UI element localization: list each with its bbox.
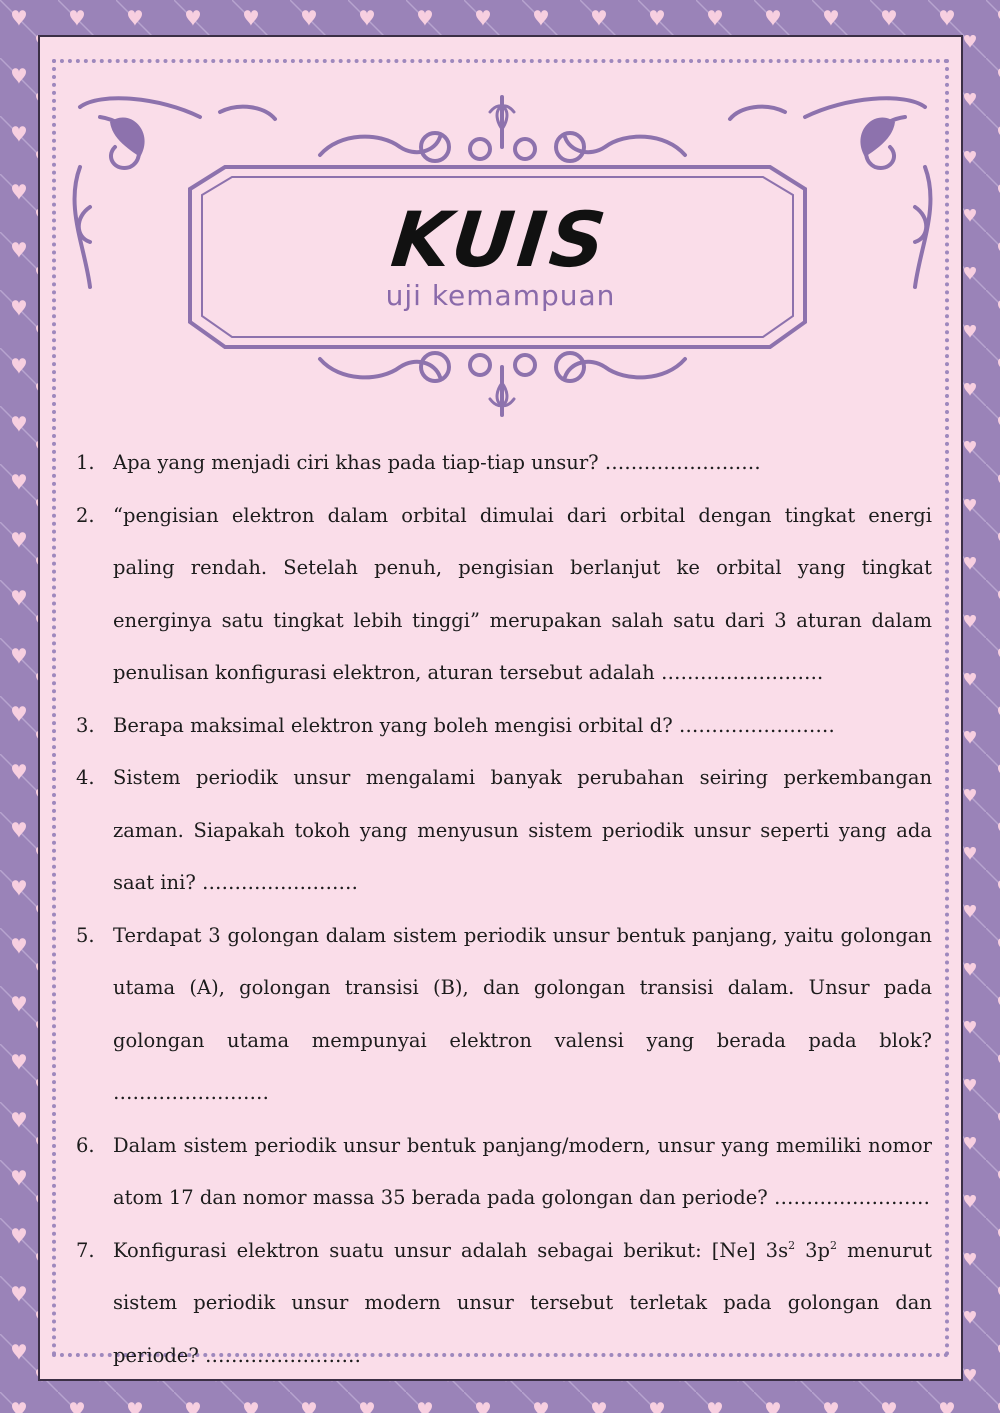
quiz-subtitle: uji kemampuan xyxy=(385,279,616,312)
question-text: Dalam sistem periodik unsur bentuk panjang/modern, unsur yang memiliki nomor atom 17 dan nomor massa 35 berada pada golongan dan periode? …………………… xyxy=(113,1133,932,1209)
quiz-title: KUIS xyxy=(387,195,614,284)
superscript: 2 xyxy=(788,1238,796,1252)
question-3 xyxy=(76,700,932,753)
question-number: 6. xyxy=(76,1133,95,1157)
question-6 xyxy=(76,1120,932,1225)
question-number: 7. xyxy=(76,1238,95,1262)
quiz-paper xyxy=(38,35,963,1381)
question-text: Sistem periodik unsur mengalami banyak perubahan seiring perkembangan zaman. Siapakah tokoh yang menyusun sistem periodik unsur seperti yang ada saat ini? …………………… xyxy=(113,766,932,894)
question-text-part: Konfigurasi elektron suatu unsur adalah sebagai berikut: [Ne] 3s xyxy=(113,1238,789,1262)
question-text: “pengisian elektron dalam orbital dimulai dari orbital dengan tingkat energi paling rendah. Setelah penuh, pengisian berlanjut ke orbital yang tingkat energinya satu tingkat lebih tinggi” merupakan salah satu dari 3 aturan dalam penulisan konfigurasi elektron, aturan tersebut adalah ……………………. xyxy=(113,503,932,684)
question-text xyxy=(113,1239,932,1367)
superscript: 2 xyxy=(830,1238,838,1252)
question-number: 5. xyxy=(76,923,95,947)
question-number: 4. xyxy=(76,766,95,789)
question-text: Terdapat 3 golongan dalam sistem periodik unsur bentuk panjang, yaitu golongan utama (A), golongan transisi (B), dan golongan transisi dalam. Unsur pada golongan utama mempunyai elektron valensi yang berada pada blok? …………………… xyxy=(113,923,932,1104)
question-list xyxy=(76,437,932,1382)
question-4 xyxy=(76,752,932,910)
question-2 xyxy=(76,490,932,700)
question-1 xyxy=(76,437,932,490)
question-5 xyxy=(76,910,932,1120)
question-text: Apa yang menjadi ciri khas pada tiap-tiap unsur? …………………… xyxy=(113,451,761,474)
question-text: Berapa maksimal elektron yang boleh mengisi orbital d? …………………… xyxy=(113,713,835,737)
question-number: 3. xyxy=(76,713,95,737)
question-text-part: 3p xyxy=(795,1238,831,1262)
question-text-part: menurut sistem periodik unsur modern unsur tersebut terletak pada golongan dan periode? …………………… xyxy=(113,1238,932,1367)
question-number: 1. xyxy=(76,451,95,474)
question-number: 2. xyxy=(76,503,95,527)
question-7 xyxy=(76,1225,932,1383)
